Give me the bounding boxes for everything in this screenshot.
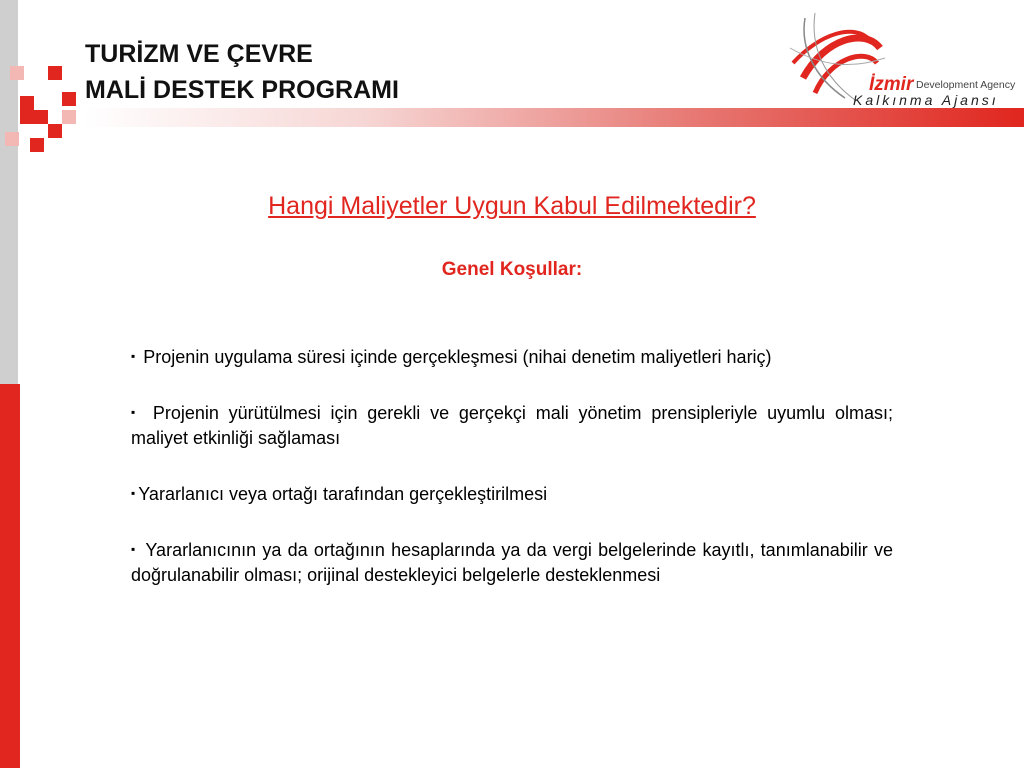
section-subheading: Genel Koşullar: [441,259,583,280]
bullet-text: Projenin yürütülmesi için gerekli ve gerçekçi mali yönetim prensipleriyle uyumlu olması; maliyet etkinliği sağlaması [131,403,893,448]
izmir-agency-logo [785,8,1021,108]
bullet-text: Projenin uygulama süresi içinde gerçekleşmesi (nihai denetim maliyetleri hariç) [143,347,772,367]
list-item [131,481,893,507]
title-line-1: TURİZM VE ÇEVRE [85,40,313,68]
section-heading: Hangi Maliyetler Uygun Kabul Edilmektedir? [268,192,756,220]
square-bullet-icon: ▪ [131,486,136,500]
logo-name: İzmir [869,74,914,95]
header-gradient-bar [84,108,1024,127]
page-title [85,36,399,108]
square-bullet-icon: ▪ [131,405,141,419]
list-item [131,400,893,451]
left-sidebar-red [0,384,20,768]
list-item [131,344,893,370]
square-bullet-icon: ▪ [131,349,136,363]
bullet-text: Yararlanıcının ya da ortağının hesaplarında ya da vergi belgelerinde kayıtlı, tanımlanabilir ve doğrulanabilir olması; orijinal destekleyici belgelerle desteklenmesi [131,540,893,585]
bullet-text: Yararlanıcı veya ortağı tarafından gerçekleştirilmesi [138,484,548,504]
bullet-list [131,344,893,618]
list-item [131,537,893,588]
square-bullet-icon: ▪ [131,542,137,556]
title-line-2: MALİ DESTEK PROGRAMI [85,76,399,104]
logo-english: Development Agency [916,79,1016,91]
logo-turkish: Kalkınma Ajansı [853,92,999,108]
